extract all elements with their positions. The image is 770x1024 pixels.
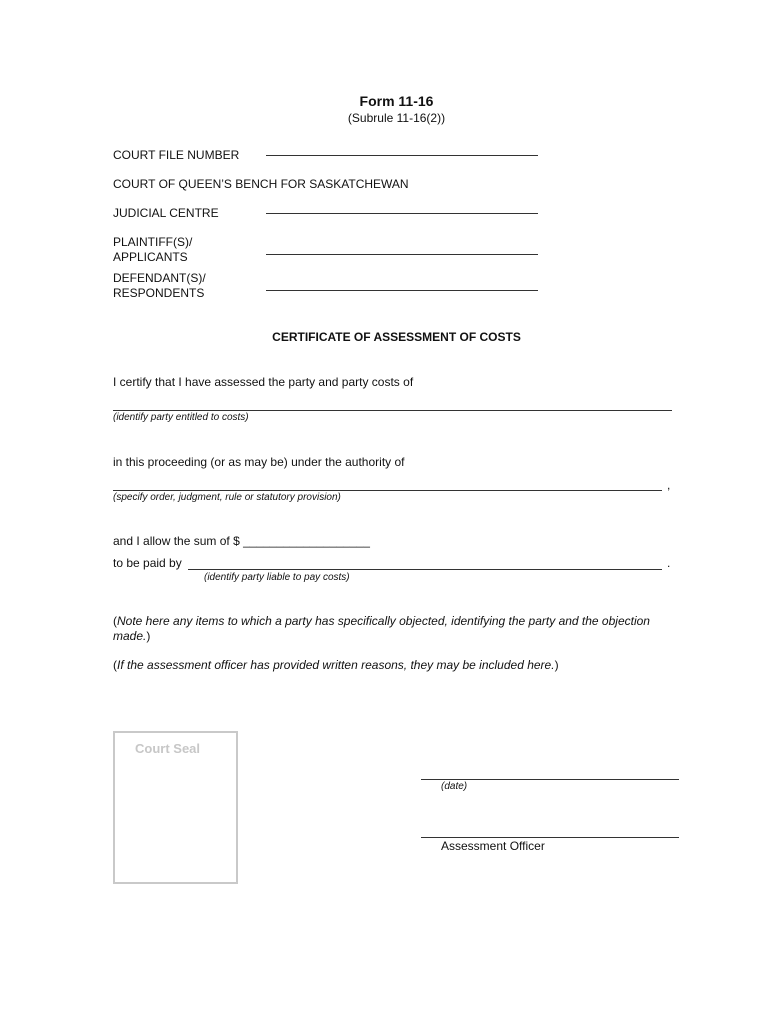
date-line[interactable] xyxy=(421,779,679,780)
defendants-label-line2: RESPONDENTS xyxy=(113,286,205,300)
allow-sum-text: and I allow the sum of $ ___________________ xyxy=(113,534,370,548)
authority-line[interactable] xyxy=(113,490,662,491)
form-title: Form 11-16 xyxy=(359,93,434,109)
objection-note-open: ( xyxy=(113,614,117,628)
objection-note-close: ) xyxy=(146,629,151,643)
to-be-paid-line[interactable] xyxy=(188,569,662,570)
reasons-note-open: ( xyxy=(113,658,117,672)
party-entitled-line[interactable] xyxy=(113,410,672,411)
reasons-note-close: ) xyxy=(554,658,559,672)
assessment-officer-label: Assessment Officer xyxy=(441,839,545,853)
defendants-label-line1: DEFENDANT(S)/ xyxy=(113,271,206,285)
judicial-centre-line[interactable] xyxy=(266,213,538,214)
court-seal-box xyxy=(113,731,238,884)
reasons-note xyxy=(113,658,679,673)
plaintiffs-label-line2: APPLICANTS xyxy=(113,250,188,264)
defendants-line[interactable] xyxy=(266,290,538,291)
plaintiffs-label-line1: PLAINTIFF(S)/ xyxy=(113,235,193,249)
reasons-note-body: If the assessment officer has provided written reasons, they may be included here. xyxy=(117,658,555,672)
authority-hint: (specify order, judgment, rule or statutory provision) xyxy=(113,492,341,503)
to-be-paid-label: to be paid by xyxy=(113,556,182,570)
to-be-paid-period: . xyxy=(667,556,671,570)
date-hint: (date) xyxy=(441,781,468,792)
court-seal-label: Court Seal xyxy=(135,741,201,756)
defendants-label xyxy=(113,271,206,301)
judicial-centre-label: JUDICIAL CENTRE xyxy=(113,206,219,220)
certificate-heading: CERTIFICATE OF ASSESSMENT OF COSTS xyxy=(272,330,521,344)
plaintiffs-label xyxy=(113,235,192,265)
objection-note xyxy=(113,614,679,644)
court-file-number-line[interactable] xyxy=(266,155,538,156)
court-name-label: COURT OF QUEEN’S BENCH FOR SASKATCHEWAN xyxy=(113,177,409,191)
objection-note-body: Note here any items to which a party has specifically objected, identifying the party and the objection made. xyxy=(113,614,650,643)
party-entitled-hint: (identify party entitled to costs) xyxy=(113,412,249,423)
form-subrule: (Subrule 11-16(2)) xyxy=(347,111,446,125)
party-liable-hint: (identify party liable to pay costs) xyxy=(204,572,350,583)
plaintiffs-line[interactable] xyxy=(266,254,538,255)
officer-signature-line[interactable] xyxy=(421,837,679,838)
certify-text: I certify that I have assessed the party and party costs of xyxy=(113,375,414,389)
proceeding-text: in this proceeding (or as may be) under the authority of xyxy=(113,455,405,469)
authority-comma: , xyxy=(667,478,671,492)
court-file-number-label: COURT FILE NUMBER xyxy=(113,148,240,162)
